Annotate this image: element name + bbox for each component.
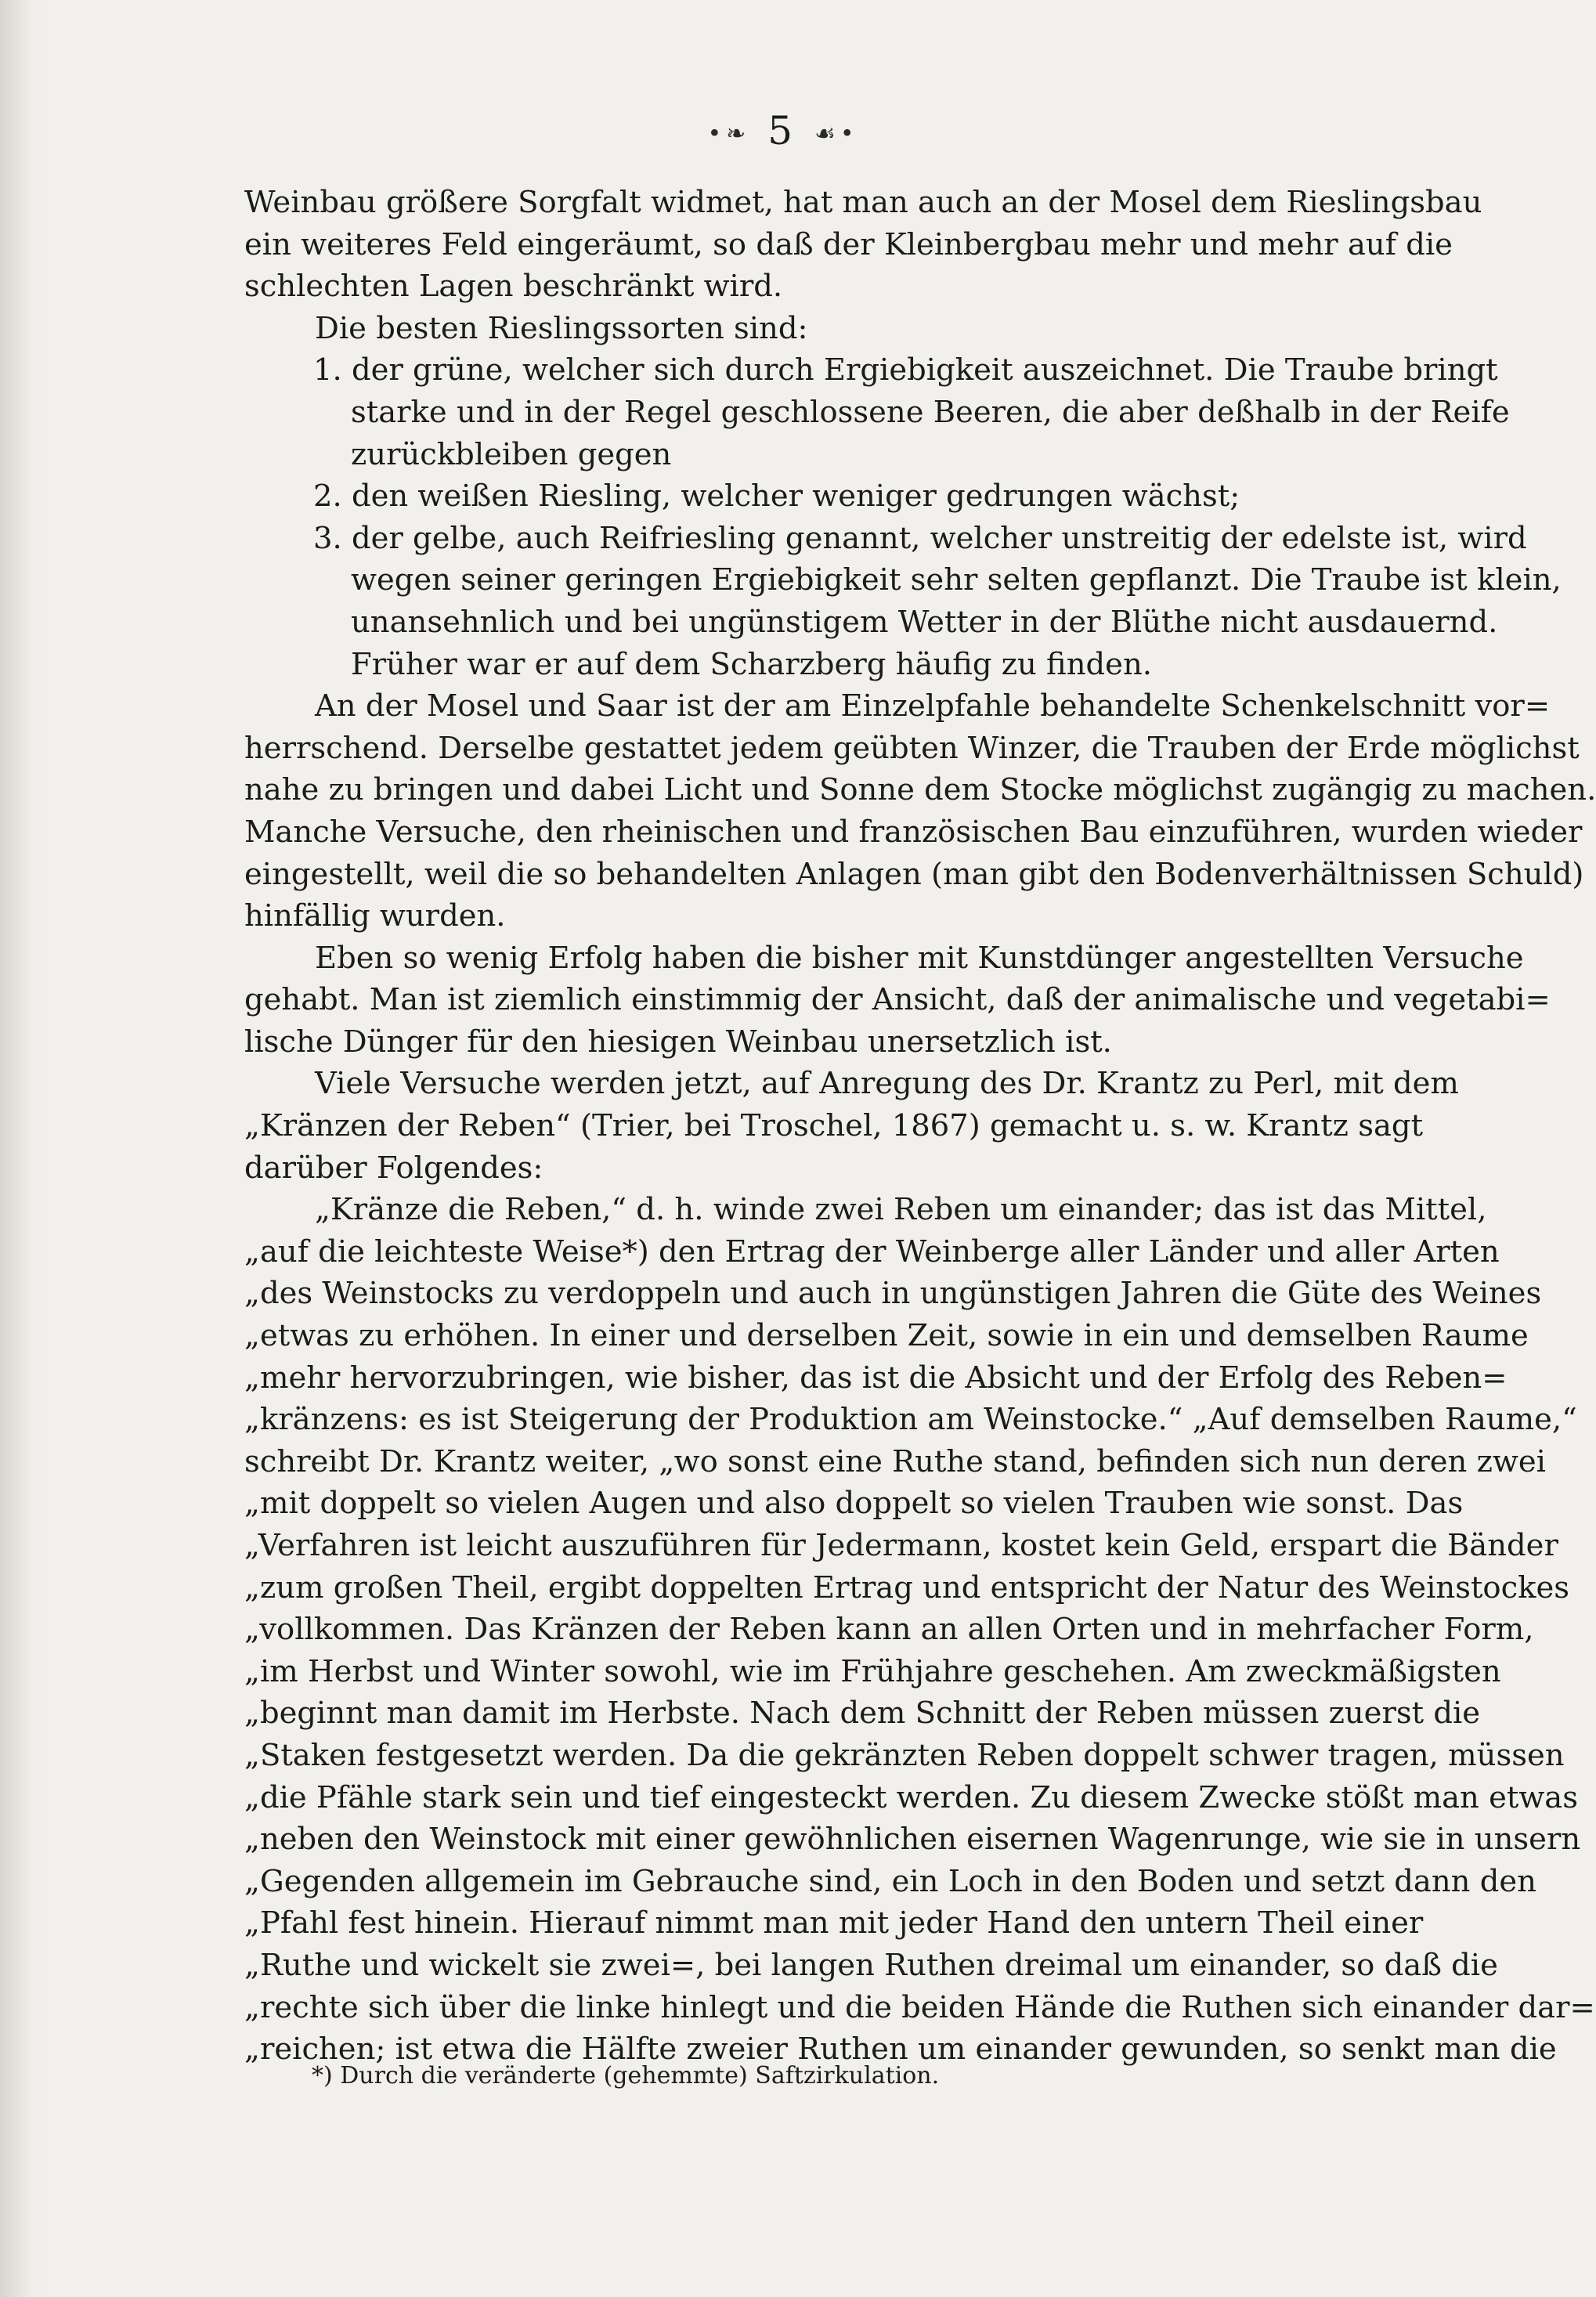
text-line: Manche Versuche, den rheinischen und französischen Bau einzuführen, wurden wieder bbox=[244, 814, 1583, 850]
footnote: *) Durch die veränderte (gehemmte) Saftzirkulation. bbox=[312, 2062, 940, 2089]
text-line: „Kränzen der Reben“ (Trier, bei Troschel, 1867) gemacht u. s. w. Krantz sagt bbox=[244, 1108, 1424, 1144]
text-line: „die Pfähle stark sein und tief eingesteckt werden. Zu diesem Zwecke stößt man etwas bbox=[244, 1779, 1578, 1815]
text-line: „mehr hervorzubringen, wie bisher, das ist die Absicht und der Erfolg des Reben= bbox=[244, 1360, 1508, 1396]
text-line: „mit doppelt so vielen Augen und also doppelt so vielen Trauben wie sonst. Das bbox=[244, 1486, 1464, 1522]
text-line: „Kränze die Reben,“ d. h. winde zwei Reben um einander; das ist das Mittel, bbox=[315, 1192, 1487, 1228]
text-line: „beginnt man damit im Herbste. Nach dem Schnitt der Reben müssen zuerst die bbox=[244, 1696, 1481, 1732]
text-line: „Pfahl fest hinein. Hierauf nimmt man mit jeder Hand den untern Theil einer bbox=[244, 1905, 1424, 1941]
text-line: nahe zu bringen und dabei Licht und Sonne dem Stocke möglichst zugängig zu machen. bbox=[244, 772, 1596, 808]
text-line: wegen seiner geringen Ergiebigkeit sehr selten gepflanzt. Die Traube ist klein, bbox=[351, 562, 1562, 598]
text-line: „neben den Weinstock mit einer gewöhnlichen eisernen Wagenrunge, wie sie in unsern bbox=[244, 1822, 1581, 1858]
text-line: „reichen; ist etwa die Hälfte zweier Ruthen um einander gewunden, so senkt man die bbox=[244, 2032, 1557, 2068]
text-line: Die besten Rieslingssorten sind: bbox=[315, 310, 808, 346]
text-line: 2. den weißen Riesling, welcher weniger gedrungen wächst; bbox=[313, 479, 1240, 515]
text-line: herrschend. Derselbe gestattet jedem geübten Winzer, die Trauben der Erde möglichst bbox=[244, 730, 1580, 766]
text-line: „Ruthe und wickelt sie zwei=, bei langen Ruthen dreimal um einander, so daß die bbox=[244, 1947, 1498, 1983]
page-header bbox=[0, 108, 1566, 153]
text-line: „Gegenden allgemein im Gebrauche sind, ein Loch in den Boden und setzt dann den bbox=[244, 1863, 1536, 1899]
text-line: „rechte sich über die linke hinlegt und die beiden Hände die Ruthen sich einander dar= bbox=[244, 1989, 1595, 2025]
text-line: unansehnlich und bei ungünstigem Wetter in der Blüthe nicht ausdauernd. bbox=[351, 604, 1498, 640]
body-text bbox=[244, 182, 1596, 2071]
text-line: „etwas zu erhöhen. In einer und derselben Zeit, sowie in ein und demselben Raume bbox=[244, 1318, 1529, 1354]
text-line: Früher war er auf dem Scharzberg häufig zu finden. bbox=[351, 646, 1152, 682]
text-line: lische Dünger für den hiesigen Weinbau unersetzlich ist. bbox=[244, 1024, 1112, 1060]
text-line: An der Mosel und Saar ist der am Einzelpfahle behandelte Schenkelschnitt vor= bbox=[315, 688, 1551, 724]
text-line: „im Herbst und Winter sowohl, wie im Frühjahre geschehen. Am zweckmäßigsten bbox=[244, 1653, 1501, 1689]
text-line: hinfällig wurden. bbox=[244, 898, 506, 934]
text-line: starke und in der Regel geschlossene Beeren, die aber deßhalb in der Reife bbox=[351, 394, 1510, 430]
text-line: „Verfahren ist leicht auszuführen für Jedermann, kostet kein Geld, erspart die Bänder bbox=[244, 1528, 1558, 1563]
text-line: schreibt Dr. Krantz weiter, „wo sonst eine Ruthe stand, befinden sich nun deren zwei bbox=[244, 1443, 1546, 1479]
text-line: Viele Versuche werden jetzt, auf Anregung des Dr. Krantz zu Perl, mit dem bbox=[315, 1066, 1459, 1102]
page-binding-edge bbox=[0, 0, 45, 2297]
text-line: „des Weinstocks zu verdoppeln und auch in ungünstigen Jahren die Güte des Weines bbox=[244, 1276, 1542, 1312]
text-line: „vollkommen. Das Kränzen der Reben kann an allen Orten und in mehrfacher Form, bbox=[244, 1612, 1534, 1648]
text-line: „auf die leichteste Weise*) den Ertrag der Weinberge aller Länder und aller Arten bbox=[244, 1233, 1500, 1269]
text-line: darüber Folgendes: bbox=[244, 1150, 543, 1186]
text-line: Weinbau größere Sorgfalt widmet, hat man auch an der Mosel dem Rieslingsbau bbox=[244, 185, 1482, 220]
right-ornament-icon: ☙• bbox=[814, 120, 859, 148]
text-line: 1. der grüne, welcher sich durch Ergiebigkeit auszeichnet. Die Traube bringt bbox=[313, 352, 1498, 388]
text-line: ein weiteres Feld eingeräumt, so daß der Kleinbergbau mehr und mehr auf die bbox=[244, 226, 1453, 262]
text-line: Eben so wenig Erfolg haben die bisher mit Kunstdünger angestellten Versuche bbox=[315, 940, 1524, 976]
text-line: „kränzens: es ist Steigerung der Produktion am Weinstocke.“ „Auf demselben Raume,“ bbox=[244, 1402, 1577, 1438]
left-ornament-icon: •❧ bbox=[707, 120, 751, 148]
text-line: gehabt. Man ist ziemlich einstimmig der Ansicht, daß der animalische und vegetabi= bbox=[244, 982, 1551, 1018]
text-line: 3. der gelbe, auch Reifriesling genannt, welcher unstreitig der edelste ist, wird bbox=[313, 520, 1527, 556]
text-line: eingestellt, weil die so behandelten Anlagen (man gibt den Bodenverhältnissen Schuld) bbox=[244, 856, 1584, 892]
text-line: „zum großen Theil, ergibt doppelten Ertrag und entspricht der Natur des Weinstockes bbox=[244, 1569, 1570, 1605]
text-line: zurückbleiben gegen bbox=[351, 436, 672, 472]
text-line: schlechten Lagen beschränkt wird. bbox=[244, 269, 783, 305]
page-number: 5 bbox=[767, 108, 798, 153]
text-line: „Staken festgesetzt werden. Da die gekränzten Reben doppelt schwer tragen, müssen bbox=[244, 1737, 1565, 1773]
